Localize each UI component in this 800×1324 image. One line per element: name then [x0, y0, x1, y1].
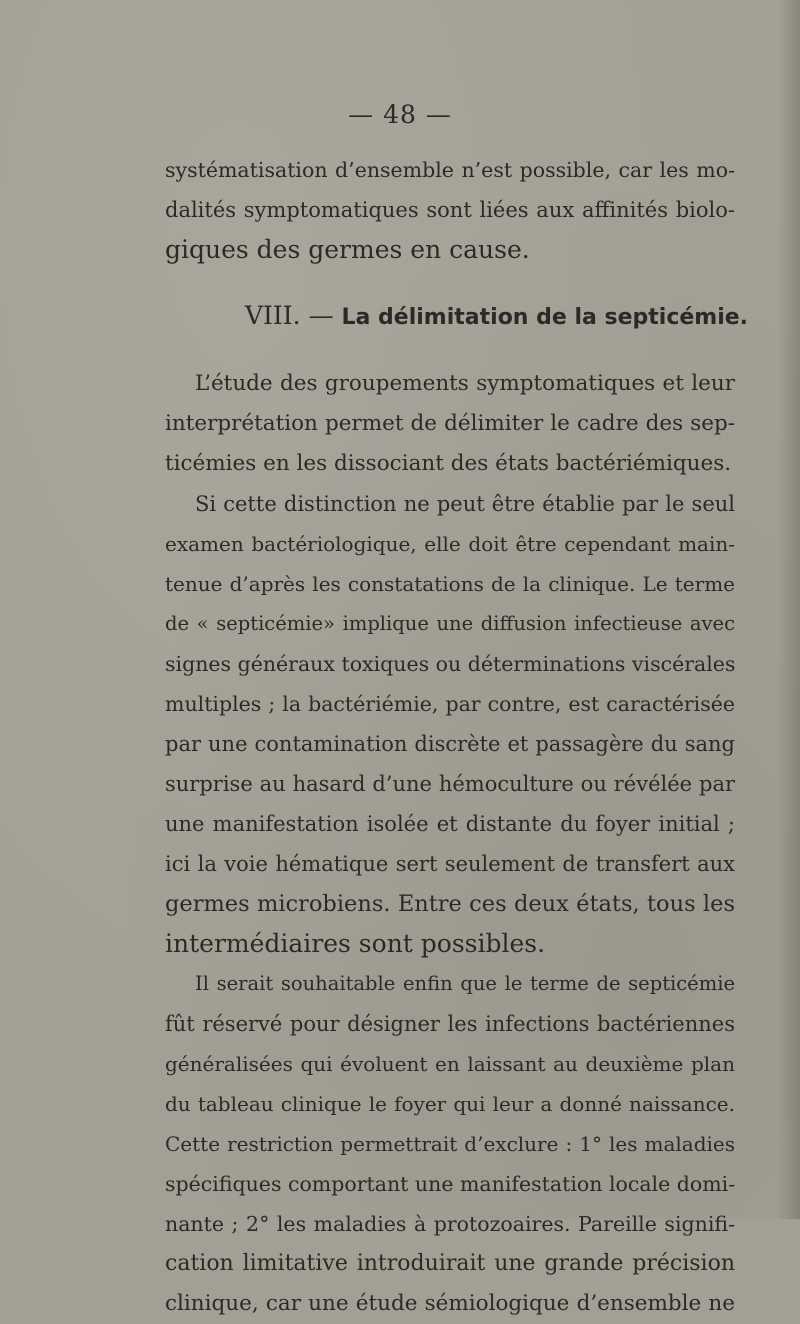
intro-paragraph [165, 150, 735, 270]
text-line: fût réservé pour désigner les infections bactériennes [165, 1012, 735, 1036]
page-number: — 48 — [348, 100, 452, 129]
section-numeral: VIII. — [245, 301, 342, 330]
section-heading [165, 296, 749, 336]
text-line: ticémies en les dissociant des états bactériémiques. [165, 451, 732, 476]
text-line: Il serait souhaitable enfin que le terme de septicémie [195, 972, 735, 995]
text-line: spécifiques comportant une manifestation locale domi- [165, 1172, 736, 1196]
text-line: surprise au hasard d’une hémoculture ou révélée par [165, 772, 735, 796]
paragraph-3 [165, 964, 735, 1324]
paragraph-1 [165, 364, 735, 484]
text-line: Si cette distinction ne peut être établie par le seul [195, 492, 735, 516]
text-line: du tableau clinique le foyer qui leur a donné naissance. [165, 1092, 735, 1116]
page-edge-shadow [778, 0, 800, 1219]
text-line: tenue d’après les constatations de la clinique. Le terme [165, 572, 735, 596]
text-line: généralisées qui évoluent en laissant au deuxième plan [165, 1052, 735, 1076]
text-line: ici la voie hématique sert seulement de transfert aux [165, 852, 735, 876]
text-line: dalités symptomatiques sont liées aux affinités biolo- [165, 198, 735, 222]
text-line: clinique, car une étude sémiologique d’ensemble ne [165, 1291, 735, 1316]
paragraph-2 [165, 484, 735, 964]
text-line: nante ; 2° les maladies à protozoaires. Pareille signifi- [165, 1212, 735, 1236]
text-line: de « septicémie» implique une diffusion infectieuse avec [165, 612, 735, 635]
text-line: systématisation d’ensemble n’est possible, car les mo- [165, 158, 735, 182]
section-title: La délimitation de la septicémie. [341, 305, 749, 330]
text-line: une manifestation isolée et distante du foyer initial ; [165, 812, 735, 836]
text-line: germes microbiens. Entre ces deux états, tous les [165, 891, 735, 917]
text-line: cation limitative introduirait une grande précision [165, 1251, 735, 1276]
text-line: multiples ; la bactériémie, par contre, est caractérisée [165, 692, 735, 716]
text-line: signes généraux toxiques ou déterminations viscérales [165, 652, 736, 676]
text-line: intermédiaires sont possibles. [165, 929, 546, 958]
text-line: Cette restriction permettrait d’exclure : 1° les maladies [165, 1132, 735, 1156]
body-text [165, 150, 749, 1324]
text-line: interprétation permet de délimiter le cadre des sep- [165, 411, 735, 436]
text-line: L’étude des groupements symptomatiques et leur [195, 371, 735, 396]
text-line: par une contamination discrète et passagère du sang [165, 732, 735, 756]
text-line: examen bactériologique, elle doit être cependant main- [165, 532, 735, 556]
text-line: giques des germes en cause. [165, 235, 530, 264]
